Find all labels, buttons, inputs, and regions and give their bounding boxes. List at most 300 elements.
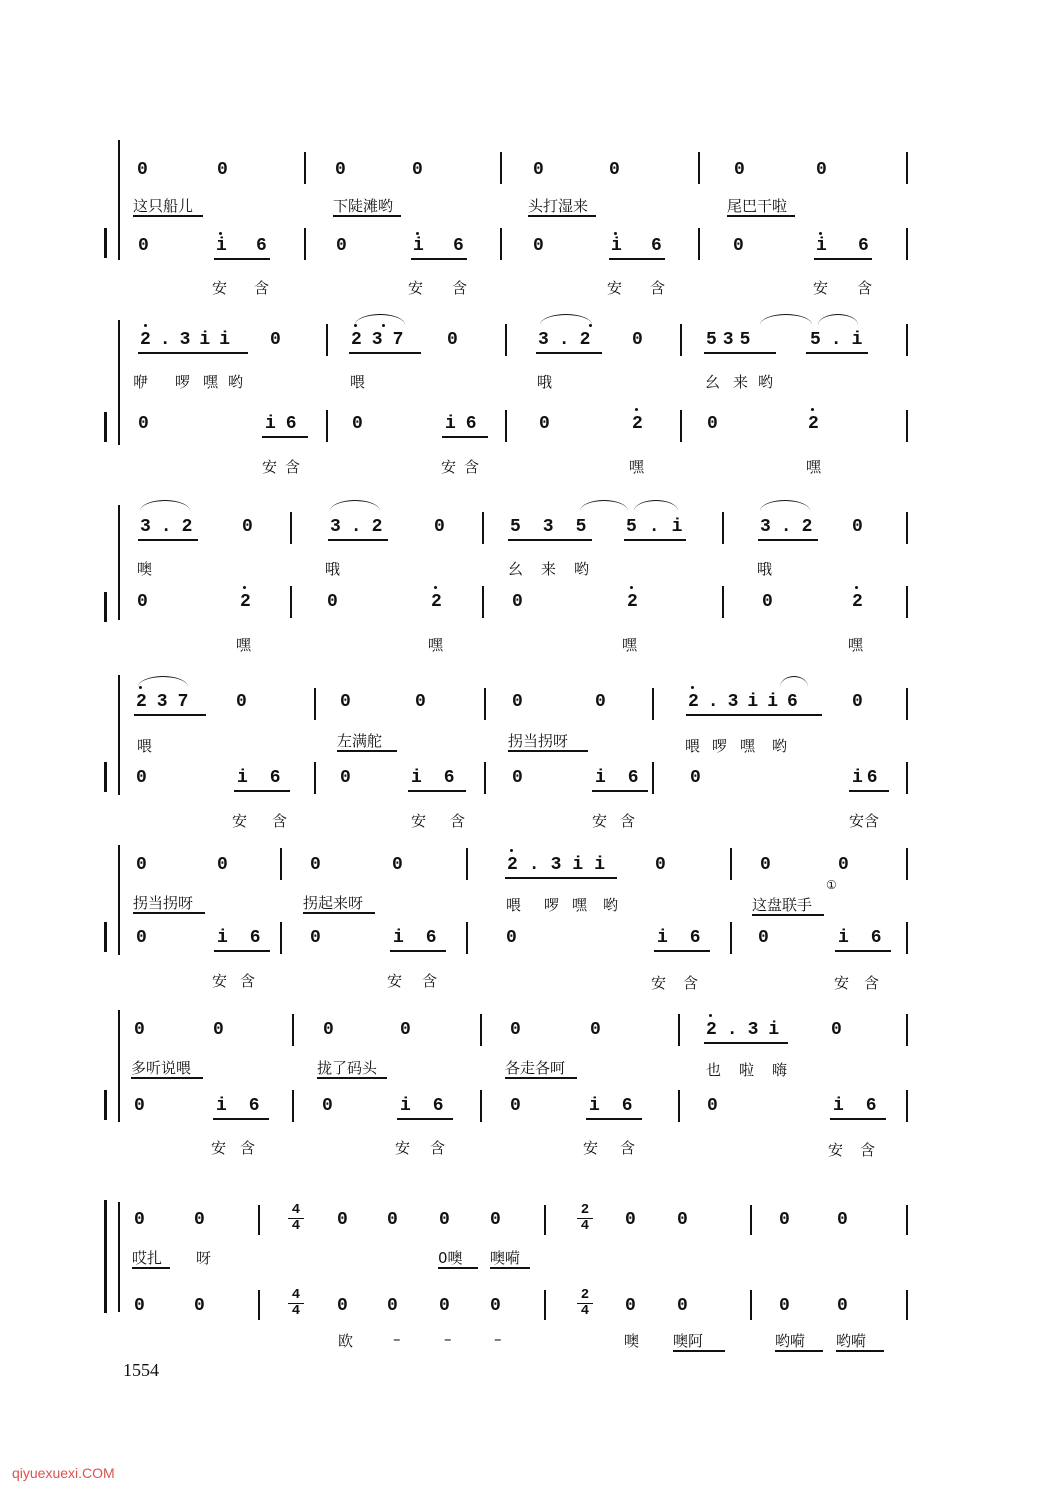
lyric: 哟 (574, 560, 590, 578)
barline (314, 762, 316, 794)
lyric: 喂 (137, 737, 153, 755)
beat-underline (138, 539, 198, 541)
system-brace (104, 412, 107, 442)
lyric: 安 (592, 812, 608, 830)
note: 0 (236, 692, 247, 712)
barline (290, 512, 292, 544)
lyric-underline (132, 1267, 170, 1269)
note-group: i6 (265, 414, 307, 434)
barline (314, 688, 316, 720)
note: 0 (595, 692, 606, 712)
lyric-underline (317, 1077, 387, 1079)
lyric: 尾巴干啦 (727, 197, 788, 215)
lyric: 安 (813, 279, 829, 297)
lyric: 拐起来呀 (303, 894, 364, 912)
lyric: 含 (620, 1139, 636, 1157)
slur (580, 500, 628, 511)
time-sig-numerator: 4 (291, 1202, 301, 1218)
system-brace (104, 1090, 107, 1120)
note: 0 (242, 517, 253, 537)
note: 0 (609, 160, 620, 180)
lyric: 啰 (712, 737, 728, 755)
note: 0 (136, 855, 147, 875)
note: 0 (400, 1020, 411, 1040)
note: 0 (533, 160, 544, 180)
octave-dot (630, 586, 633, 589)
slur (140, 500, 190, 511)
note-group: i6 (237, 768, 303, 788)
barline (906, 1014, 908, 1046)
lyric: 安 (834, 974, 850, 992)
lyric: 哦 (537, 373, 553, 391)
note: 0 (758, 928, 769, 948)
barline (326, 324, 328, 356)
note: 0 (340, 768, 351, 788)
note: 0 (337, 1296, 348, 1316)
lyric: 噢 (624, 1332, 640, 1350)
beat-underline (814, 258, 872, 260)
note-group: i6 (217, 928, 283, 948)
lyric: 拐当拐呀 (133, 894, 194, 912)
note-group: i6 (393, 928, 459, 948)
note: 0 (310, 928, 321, 948)
lyric-underline (337, 750, 397, 752)
beat-underline (849, 790, 889, 792)
slur (634, 500, 678, 511)
time-sig-numerator: 4 (291, 1287, 301, 1303)
slur (760, 314, 812, 325)
lyric: 嘿 (428, 636, 444, 654)
note: 0 (690, 768, 701, 788)
note-group: 237 (351, 330, 414, 350)
note: 0 (677, 1296, 688, 1316)
barline (290, 586, 292, 618)
lyric: 安 (411, 812, 427, 830)
lyric: 安含 (849, 812, 880, 830)
note: 2 (240, 592, 251, 612)
system-line (118, 675, 120, 795)
note-group: 2.3ii6 (688, 692, 807, 712)
barline (304, 152, 306, 184)
lyric: 多听说喂 (131, 1059, 192, 1077)
note: 0 (336, 236, 347, 256)
octave-dot (219, 232, 222, 235)
note: 0 (779, 1210, 790, 1230)
lyric-underline (775, 1350, 823, 1352)
barline (906, 152, 908, 184)
time-sig-denominator: 4 (580, 1218, 590, 1234)
lyric: 嘿 (629, 458, 645, 476)
barline (466, 922, 468, 954)
beat-underline (654, 950, 710, 952)
note-group: 3.2 (140, 517, 203, 537)
note: 0 (762, 592, 773, 612)
beat-underline (704, 352, 776, 354)
lyric: 含 (422, 972, 438, 990)
beat-underline (830, 1118, 886, 1120)
note-group: i6 (657, 928, 723, 948)
time-sig-denominator: 4 (291, 1303, 301, 1319)
beat-underline (609, 258, 665, 260)
barline (480, 1090, 482, 1122)
barline (906, 324, 908, 356)
lyric: 哟 (758, 373, 774, 391)
beat-underline (390, 950, 446, 952)
slur (138, 676, 188, 687)
lyric: 欧 (338, 1332, 354, 1350)
time-sig-denominator: 4 (580, 1303, 590, 1319)
note: 0 (439, 1210, 450, 1230)
barline (482, 512, 484, 544)
note: 0 (335, 160, 346, 180)
note: 0 (533, 236, 544, 256)
barline (304, 228, 306, 260)
slur (540, 314, 592, 325)
note-group: i6 (400, 1096, 466, 1116)
barline (482, 586, 484, 618)
octave-dot (709, 1014, 712, 1017)
system-line (118, 1202, 120, 1312)
barline (730, 922, 732, 954)
lyric: 幺 (508, 560, 524, 578)
octave-dot (819, 232, 822, 235)
barline (906, 848, 908, 880)
note-group: 5.i (810, 330, 873, 350)
lyric: 噢嗬 (490, 1249, 521, 1267)
lyric: 下陡滩哟 (333, 197, 394, 215)
lyric: 拐当拐呀 (508, 732, 569, 750)
barline (750, 1290, 752, 1320)
barline (326, 410, 328, 442)
note: 0 (490, 1296, 501, 1316)
beat-underline (758, 539, 818, 541)
watermark: qiyuexuexi.COM (12, 1465, 115, 1481)
octave-dot (614, 232, 617, 235)
note: 0 (322, 1096, 333, 1116)
note-group: i6 (411, 768, 477, 788)
lyric: 含 (450, 812, 466, 830)
note: 0 (490, 1210, 501, 1230)
lyric-underline (133, 912, 205, 914)
lyric-underline (131, 1077, 203, 1079)
note: 0 (270, 330, 281, 350)
note: 0 (447, 330, 458, 350)
time-signature (577, 1203, 593, 1234)
time-signature (288, 1203, 304, 1234)
lyric: 哟嗬 (836, 1332, 867, 1350)
octave-dot (811, 408, 814, 411)
lyric: 哎扎 (132, 1249, 163, 1267)
lyric: 含 (430, 1139, 446, 1157)
note: 0 (194, 1296, 205, 1316)
beat-underline (234, 790, 290, 792)
octave-dot (139, 686, 142, 689)
barline (906, 512, 908, 544)
beat-underline (213, 1118, 269, 1120)
note: 0 (590, 1020, 601, 1040)
note: 0 (213, 1020, 224, 1040)
note: 0 (337, 1210, 348, 1230)
slur (355, 314, 405, 325)
beat-underline (328, 539, 388, 541)
note: 0 (733, 236, 744, 256)
lyric-underline (836, 1350, 884, 1352)
note: 0 (387, 1296, 398, 1316)
note: 2 (431, 592, 442, 612)
barline (500, 152, 502, 184)
time-sig-denominator: 4 (291, 1218, 301, 1234)
note: i (413, 236, 424, 256)
lyric: 嘿 (848, 636, 864, 654)
lyric: 含 (254, 279, 270, 297)
lyric: 嗨 (772, 1061, 788, 1079)
barline (680, 410, 682, 442)
note: 0 (838, 855, 849, 875)
lyric: 安 (583, 1139, 599, 1157)
barline (292, 1014, 294, 1046)
barline (906, 410, 908, 442)
barline (680, 324, 682, 356)
note: 0 (707, 1096, 718, 1116)
beat-underline (586, 1118, 642, 1120)
note: 2 (632, 414, 643, 434)
note: 0 (734, 160, 745, 180)
beat-underline (536, 352, 602, 354)
octave-dot (354, 324, 357, 327)
note: 0 (816, 160, 827, 180)
note-group: 3.2 (538, 330, 601, 350)
barline (906, 922, 908, 954)
beat-underline (592, 790, 648, 792)
note-group: 535 (510, 517, 609, 537)
note-group: i6 (445, 414, 487, 434)
beat-underline (505, 877, 617, 879)
note: 0 (837, 1210, 848, 1230)
note: i (816, 236, 827, 256)
lyric: 安 (212, 279, 228, 297)
note: 6 (651, 236, 662, 256)
barline (280, 848, 282, 880)
time-signature (288, 1288, 304, 1319)
beat-underline (138, 352, 248, 354)
barline (678, 1014, 680, 1046)
beat-underline (134, 714, 206, 716)
note: 0 (134, 1210, 145, 1230)
barline (480, 1014, 482, 1046)
barline (750, 1205, 752, 1235)
lyric: 含 (240, 972, 256, 990)
system-line (118, 845, 120, 955)
lyric: – (393, 1330, 401, 1348)
octave-dot (635, 408, 638, 411)
note: 0 (506, 928, 517, 948)
barline (544, 1205, 546, 1235)
note: 0 (412, 160, 423, 180)
lyric-underline (528, 215, 596, 217)
lyric: 含 (240, 1139, 256, 1157)
note: 0 (625, 1210, 636, 1230)
time-sig-numerator: 2 (580, 1287, 590, 1303)
note-group: 5.i (626, 517, 695, 537)
lyric: 喂 (685, 737, 701, 755)
lyric: 哟 (772, 737, 788, 755)
time-sig-numerator: 2 (580, 1202, 590, 1218)
octave-dot (382, 324, 385, 327)
system-line (118, 1010, 120, 1122)
note: 0 (138, 236, 149, 256)
octave-dot (416, 232, 419, 235)
note: 0 (707, 414, 718, 434)
barline (258, 1290, 260, 1320)
note: 0 (134, 1020, 145, 1040)
note: 2 (808, 414, 819, 434)
octave-dot (510, 849, 513, 852)
lyric: 各走各呵 (505, 1059, 566, 1077)
lyric: 也 (706, 1061, 722, 1079)
beat-underline (214, 950, 270, 952)
note: i (611, 236, 622, 256)
lyric: 嘿 (806, 458, 822, 476)
lyric: 含 (650, 279, 666, 297)
barline (722, 512, 724, 544)
barline (906, 228, 908, 260)
beat-underline (262, 436, 308, 438)
note: 0 (852, 517, 863, 537)
lyric: 含 (620, 812, 636, 830)
note: 0 (392, 855, 403, 875)
octave-dot (589, 324, 592, 327)
note: 0 (510, 1020, 521, 1040)
note: 0 (625, 1296, 636, 1316)
lyric: 含 (864, 974, 880, 992)
lyric: 安 (211, 1139, 227, 1157)
barline (484, 762, 486, 794)
barline (652, 688, 654, 720)
beat-underline (442, 436, 488, 438)
note: 0 (677, 1210, 688, 1230)
lyric: 含 (452, 279, 468, 297)
note-group: i6 (589, 1096, 655, 1116)
note: 0 (136, 768, 147, 788)
lyric: 哟 (228, 373, 244, 391)
octave-dot (243, 586, 246, 589)
lyric: – (494, 1330, 502, 1348)
lyric: 哦 (757, 560, 773, 578)
note: 0 (340, 692, 351, 712)
note: 6 (256, 236, 267, 256)
note-group: 3.2 (760, 517, 823, 537)
lyric: 啦 (739, 1061, 755, 1079)
slur (330, 500, 380, 511)
lyric: 拢了码头 (317, 1059, 378, 1077)
note: 0 (137, 592, 148, 612)
system-brace (104, 922, 107, 952)
beat-underline (686, 714, 822, 716)
note: 0 (512, 768, 523, 788)
octave-dot (434, 586, 437, 589)
beat-underline (508, 539, 592, 541)
beat-underline (806, 352, 868, 354)
system-brace (104, 592, 107, 622)
note: 6 (858, 236, 869, 256)
lyric: 嘿 (622, 636, 638, 654)
note: 0 (134, 1096, 145, 1116)
lyric: 嘿 (236, 636, 252, 654)
barline (698, 228, 700, 260)
barline (906, 1090, 908, 1122)
lyric: 啰 (175, 373, 191, 391)
slur (780, 676, 808, 687)
lyric-underline (752, 914, 824, 916)
barline (505, 324, 507, 356)
lyric: 啰 (544, 896, 560, 914)
note: 0 (434, 517, 445, 537)
system-line (118, 140, 120, 260)
lyric-underline (490, 1267, 530, 1269)
note: 0 (217, 160, 228, 180)
lyric: 喂 (350, 373, 366, 391)
note-group: i6 (852, 768, 882, 788)
note: 0 (327, 592, 338, 612)
octave-dot (691, 686, 694, 689)
barline (500, 228, 502, 260)
system-brace (104, 228, 107, 258)
note: 0 (138, 414, 149, 434)
barline (544, 1290, 546, 1320)
lyric: 嘿 (572, 896, 588, 914)
note: 2 (852, 592, 863, 612)
lyric: – (444, 1330, 452, 1348)
slur (818, 314, 858, 325)
note: 2 (627, 592, 638, 612)
lyric-underline (727, 215, 795, 217)
note-group: i6 (595, 768, 661, 788)
lyric: 安 (395, 1139, 411, 1157)
barline (906, 586, 908, 618)
note-group: 535 (706, 330, 757, 350)
lyric: 安 (408, 279, 424, 297)
beat-underline (214, 258, 270, 260)
note: 0 (539, 414, 550, 434)
note: 6 (453, 236, 464, 256)
note: 0 (323, 1020, 334, 1040)
lyric: 0噢 (438, 1249, 463, 1267)
lyric: 哟 (603, 896, 619, 914)
note: 0 (217, 855, 228, 875)
lyric: 含 (683, 974, 699, 992)
note: 0 (137, 160, 148, 180)
note: 0 (415, 692, 426, 712)
lyric: 这只船儿 (133, 197, 194, 215)
beat-underline (624, 539, 686, 541)
lyric-underline (505, 1077, 577, 1079)
note: i (216, 236, 227, 256)
note-group: i6 (216, 1096, 282, 1116)
beat-underline (408, 790, 466, 792)
note: 0 (831, 1020, 842, 1040)
lyric: 含 (860, 1141, 876, 1159)
page-number: 1554 (123, 1360, 159, 1380)
lyric: 安 (607, 279, 623, 297)
note-group: 2.3ii (507, 855, 617, 875)
note-group: 3.2 (330, 517, 393, 537)
beat-underline (411, 258, 467, 260)
lyric: 幺 (705, 373, 721, 391)
system-line (118, 505, 120, 620)
note: 0 (779, 1296, 790, 1316)
note: 0 (512, 592, 523, 612)
octave-dot (855, 586, 858, 589)
